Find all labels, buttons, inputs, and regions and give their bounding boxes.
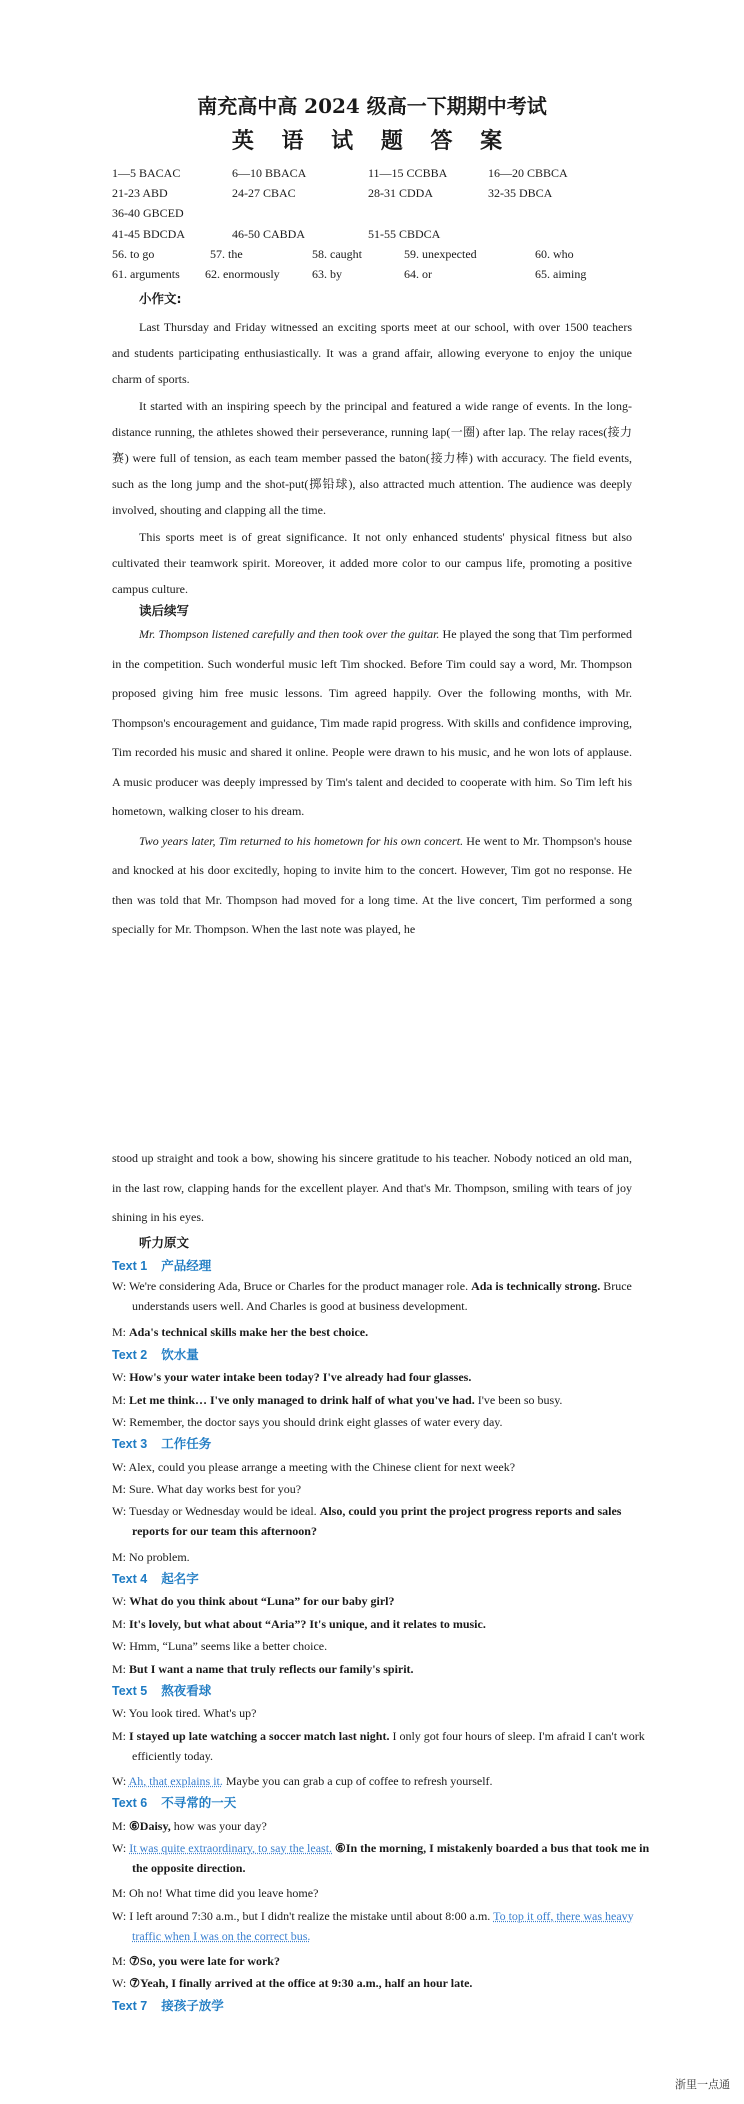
continuation-body-cont	[112, 1144, 632, 1233]
essay-paragraph: This sports meet is of great significance. It not only enhanced students' physical fitness but also cultivated their teamwork spirit. Moreover, it added more color to our campus life, promoting a positive campus culture.	[112, 529, 632, 597]
watermark: 浙里一点通	[675, 2078, 730, 2091]
page-subtitle: 英 语 试 题 答 案	[231, 128, 513, 154]
answer-cell: 57. the	[210, 247, 243, 261]
listening-text-heading: Text 7 接孩子放学	[112, 1998, 224, 2013]
answer-cell: 41-45 BDCDA	[112, 227, 186, 241]
dialogue-line: W: Tuesday or Wednesday would be ideal. Also, could you print the project progress reports and sales reports for our team this afternoon?	[112, 1504, 622, 1538]
listening-heading: 听力原文	[139, 1235, 190, 1250]
small-essay-body	[112, 314, 632, 602]
dialogue-line: M: I stayed up late watching a soccer match last night. I only got four hours of sleep. I'm afraid I can't work efficiently today.	[112, 1729, 645, 1763]
dialogue-line: M: No problem.	[112, 1550, 190, 1564]
dialogue-line: W: Remember, the doctor says you should drink eight glasses of water every day.	[112, 1415, 503, 1429]
continuation-heading: 读后续写	[139, 603, 190, 618]
essay-paragraph: It started with an inspiring speech by the principal and featured a wide range of events. In the long-distance running, the athletes showed their perseverance, running lap(一圈) after lap. The relay races(接力赛) were full of tension, as each team member passed the baton(接力棒) with accuracy. The field events, such as the long jump and the shot-put(掷铅球), also attracted much attention. The audience was deeply involved, shouting and clapping all the time.	[112, 398, 632, 518]
listening-text-heading: Text 2 饮水量	[112, 1347, 199, 1362]
answer-cell: 46-50 CABDA	[232, 227, 306, 241]
answer-cell: 24-27 CBAC	[232, 186, 296, 200]
continuation-paragraph	[112, 620, 632, 827]
continuation-paragraph: stood up straight and took a bow, showing his sincere gratitude to his teacher. Nobody noticed an old man, in the last row, clapping hands for the excellent player. And that's Mr. Thompson, smiling with tears of joy shining in his eyes.	[112, 1151, 632, 1224]
answer-cell: 51-55 CBDCA	[368, 227, 441, 241]
answer-cell: 21-23 ABD	[112, 186, 168, 200]
answer-cell: 61. arguments	[112, 267, 180, 281]
listening-text-heading: Text 4 起名字	[112, 1571, 199, 1586]
answer-cell: 58. caught	[312, 247, 362, 261]
dialogue-line: W: It was quite extraordinary, to say the least. ⑥In the morning, I mistakenly boarded a bus that took me in the opposite direction.	[112, 1841, 650, 1875]
answer-cell: 11—15 CCBBA	[368, 166, 448, 180]
dialogue-line: M: Oh no! What time did you leave home?	[112, 1886, 319, 1900]
answer-cell: 36-40 GBCED	[112, 206, 184, 220]
dialogue-line: W: I left around 7:30 a.m., but I didn't realize the mistake until about 8:00 a.m. To top it off, there was heavy traffic when I was on the correct bus.	[112, 1909, 634, 1943]
continuation-prompt: Mr. Thompson listened carefully and then took over the guitar.	[139, 627, 440, 641]
dialogue-line: W: ⑦Yeah, I finally arrived at the office at 9:30 a.m., half an hour late.	[112, 1976, 473, 1990]
answer-cell: 1—5 BACAC	[112, 166, 181, 180]
dialogue-line: M: ⑥Daisy, how was your day?	[112, 1819, 267, 1833]
listening-text-heading: Text 1 产品经理	[112, 1258, 212, 1273]
dialogue-line: W: How's your water intake been today? I've already had four glasses.	[112, 1370, 472, 1384]
listening-text-heading: Text 5 熬夜看球	[112, 1683, 212, 1698]
dialogue-line: W: Alex, could you please arrange a meeting with the Chinese client for next week?	[112, 1460, 516, 1474]
answer-cell: 28-31 CDDA	[368, 186, 433, 200]
dialogue-line: M: It's lovely, but what about “Aria”? It's unique, and it relates to music.	[112, 1617, 486, 1631]
answer-cell: 59. unexpected	[404, 247, 477, 261]
listening-text-heading: Text 3 工作任务	[112, 1436, 212, 1451]
dialogue-line: W: What do you think about “Luna” for our baby girl?	[112, 1594, 395, 1608]
answer-cell: 16—20 CBBCA	[488, 166, 568, 180]
page-title: 南充高中高 2024 级高一下期期中考试	[197, 94, 547, 118]
answer-cell: 56. to go	[112, 247, 155, 261]
answer-cell: 64. or	[404, 267, 432, 281]
dialogue-line: M: ⑦So, you were late for work?	[112, 1954, 280, 1968]
continuation-text: He went to Mr. Thompson's house and knocked at his door excitedly, hoping to invite him to the concert. However, Tim got no response. He then was told that Mr. Thompson had moved for a long time. At the live concert, Tim performed a song specially for Mr. Thompson. When the last note was played, he	[112, 833, 632, 936]
dialogue-line: M: Ada's technical skills make her the best choice.	[112, 1325, 369, 1339]
continuation-paragraph	[112, 827, 632, 945]
dialogue-line: W: Ah, that explains it. Maybe you can grab a cup of coffee to refresh yourself.	[112, 1774, 493, 1788]
continuation-prompt: Two years later, Tim returned to his hometown for his own concert.	[139, 833, 464, 848]
small-essay-heading: 小作文:	[139, 291, 182, 306]
dialogue-line: M: But I want a name that truly reflects our family's spirit.	[112, 1662, 414, 1676]
dialogue-line: M: Sure. What day works best for you?	[112, 1482, 302, 1496]
continuation-text: He played the song that Tim performed in the competition. Such wonderful music left Tim shocked. Before Tim could say a word, Mr. Thompson proposed giving him free music lessons. Tim agreed happily. Over the following months, with Mr. Thompson's encouragement and guidance, Tim made rapid progress. With skills and confidence improving, Tim recorded his music and shared it online. People were drawn to his music, and he won lots of applause. A music producer was deeply impressed by Tim's talent and decided to cooperate with him. So Tim left his hometown, walking closer to his dream.	[112, 627, 633, 818]
essay-paragraph: Last Thursday and Friday witnessed an exciting sports meet at our school, with over 1500 teachers and students participating enthusiastically. It was a grand affair, allowing everyone to enjoy the unique charm of sports.	[112, 320, 632, 387]
dialogue-line: W: Hmm, “Luna” seems like a better choice.	[112, 1639, 328, 1653]
answer-cell: 63. by	[312, 267, 342, 281]
listening-text-heading: Text 6 不寻常的一天	[112, 1795, 237, 1810]
answer-cell: 62. enormously	[205, 267, 280, 281]
continuation-body	[112, 620, 632, 945]
dialogue-line: W: We're considering Ada, Bruce or Charles for the product manager role. Ada is technically strong. Bruce understands users well. And Charles is good at business development.	[112, 1279, 632, 1313]
answer-cell: 32-35 DBCA	[488, 186, 553, 200]
answer-cell: 6—10 BBACA	[232, 166, 307, 180]
dialogue-line: M: Let me think… I've only managed to drink half of what you've had. I've been so busy.	[112, 1393, 563, 1407]
answer-cell: 60. who	[535, 247, 574, 261]
dialogue-line: W: You look tired. What's up?	[112, 1706, 257, 1720]
answer-cell: 65. aiming	[535, 267, 587, 281]
